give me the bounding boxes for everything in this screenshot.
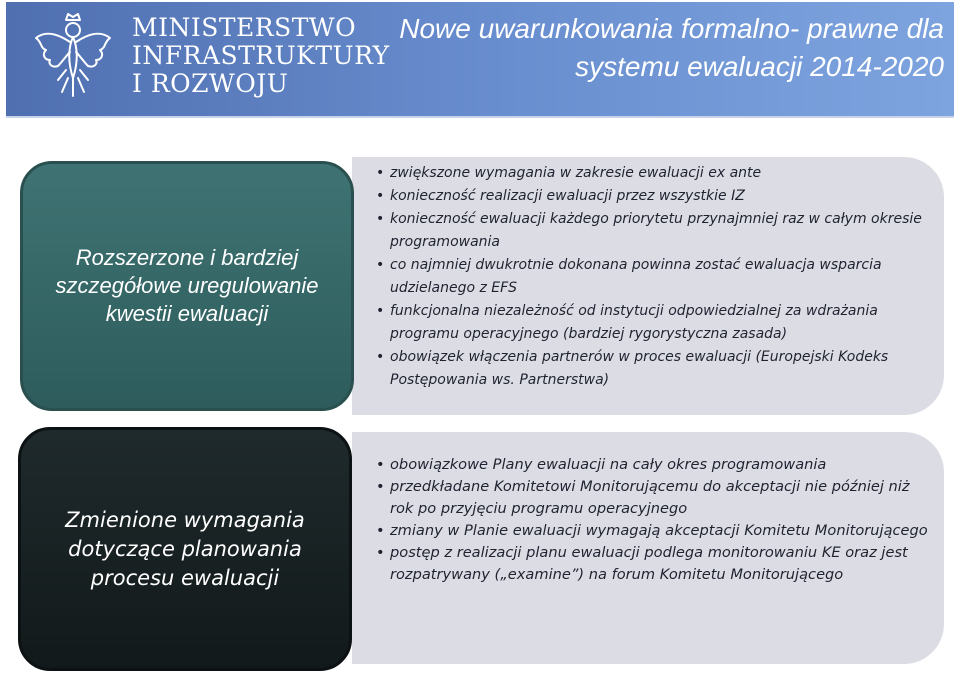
list-item: • konieczność realizacji ewaluacji przez wszystkie IZ <box>376 185 936 208</box>
list-item: • konieczność ewaluacji każdego priorytetu przynajmniej raz w całym okresie programowania <box>376 208 936 254</box>
section2-heading: Zmienione wymagania dotyczące planowania procesu ewaluacji <box>65 507 305 590</box>
page-title-line-1: Nowe uwarunkowania formalno- prawne dla <box>399 13 944 44</box>
section1-heading: Rozszerzone i bardziej szczegółowe uregulowanie kwestii ewaluacji <box>55 245 319 326</box>
list-item: • zwiększone wymagania w zakresie ewaluacji ex ante <box>376 162 936 185</box>
header-banner <box>6 2 954 118</box>
section1-heading-box <box>20 161 354 411</box>
list-item: • co najmniej dwukrotnie dokonana powinna zostać ewaluacja wsparcia udzielanego z EFS <box>376 254 936 300</box>
section1-bullet-list <box>376 162 936 392</box>
ministry-name: MINISTERSTWO INFRASTRUKTURY I ROZWOJU <box>132 13 390 98</box>
eagle-emblem-icon <box>28 8 118 108</box>
section2-bullet-list <box>376 454 932 586</box>
list-item: • obowiązkowe Plany ewaluacji na cały okres programowania <box>376 454 932 476</box>
list-item: • postęp z realizacji planu ewaluacji podlega monitorowaniu KE oraz jest rozpatrywany („examine”) na forum Komitetu Monitorującego <box>376 542 932 586</box>
page-title-line-2: systemu ewaluacji 2014-2020 <box>575 51 944 82</box>
section2-heading-box <box>18 427 352 671</box>
page-title <box>344 10 944 86</box>
list-item: • zmiany w Planie ewaluacji wymagają akceptacji Komitetu Monitorującego <box>376 520 932 542</box>
list-item: • przedkładane Komitetowi Monitorującemu do akceptacji nie później niż rok po przyjęciu programu operacyjnego <box>376 476 932 520</box>
list-item: • obowiązek włączenia partnerów w proces ewaluacji (Europejski Kodeks Postępowania ws. Partnerstwa) <box>376 346 936 392</box>
list-item: • funkcjonalna niezależność od instytucji odpowiedzialnej za wdrażania programu operacyjnego (bardziej rygorystyczna zasada) <box>376 300 936 346</box>
